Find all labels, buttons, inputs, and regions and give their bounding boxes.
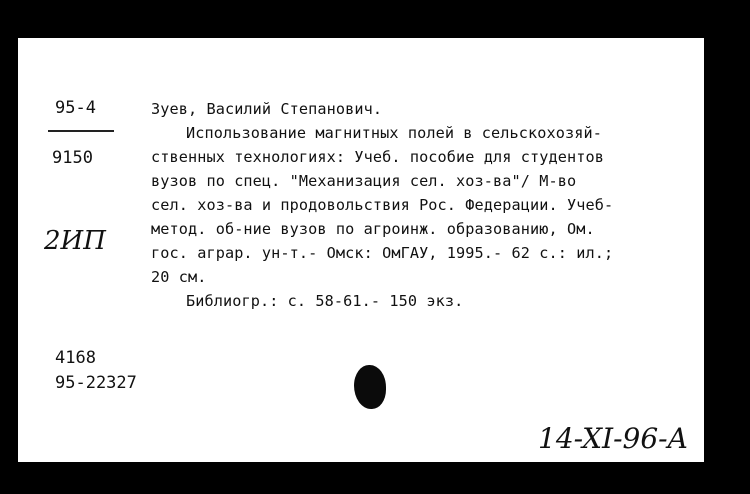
- classification-code-1: 95-4: [55, 98, 96, 118]
- title-line-2: ственных технологиях: Учеб. пособие для студентов: [151, 148, 604, 166]
- title-line-3: вузов по спец. "Механизация сел. хоз-ва"/ М-во: [151, 172, 577, 190]
- handwritten-date: 14-XI-96-A: [538, 422, 688, 455]
- title-line-1: Использование магнитных полей в сельскохозяй-: [186, 124, 602, 142]
- card-number-1: 4168: [55, 348, 96, 368]
- handwritten-mark: 2ИП: [44, 226, 106, 256]
- size-line: 20 см.: [151, 268, 207, 286]
- classification-rule: [48, 130, 114, 132]
- card-number-2: 95-22327: [55, 373, 137, 393]
- punch-hole: [354, 365, 386, 409]
- bibliography-line: Библиогр.: с. 58-61.- 150 экз.: [186, 292, 464, 310]
- author-line: Зуев, Василий Степанович.: [151, 100, 383, 118]
- catalog-card: [18, 38, 704, 462]
- classification-code-2: 9150: [52, 148, 93, 168]
- title-line-4: сел. хоз-ва и продовольствия Рос. Федерации. Учеб-: [151, 196, 614, 214]
- title-line-6: гос. аграр. ун-т.- Омск: ОмГАУ, 1995.- 62 с.: ил.;: [151, 244, 614, 262]
- title-line-5: метод. об-ние вузов по агроинж. образованию, Ом.: [151, 220, 595, 238]
